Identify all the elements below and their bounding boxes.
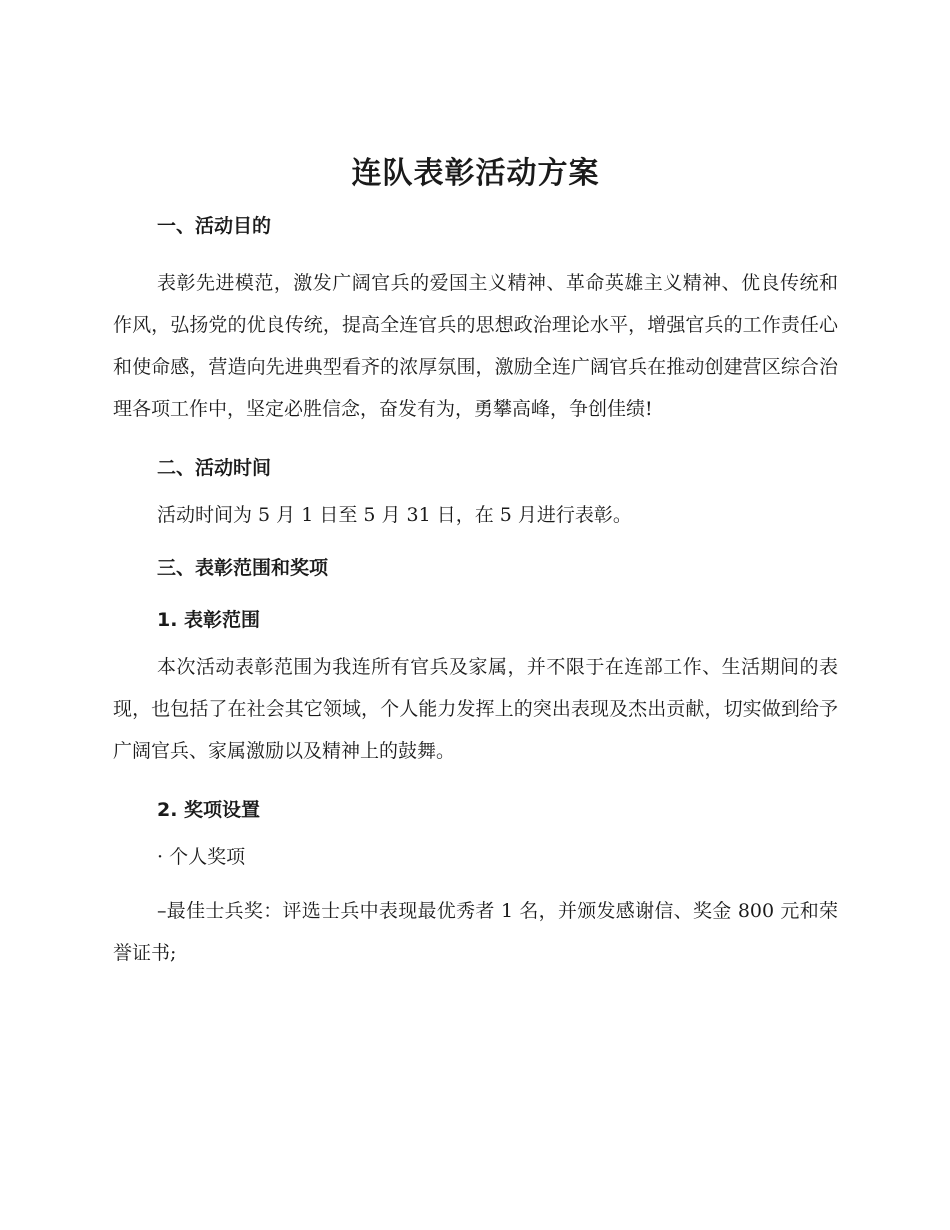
subsection-heading-awards: 2. 奖项设置 [157, 799, 261, 821]
document-title: 连队表彰活动方案 [351, 156, 600, 191]
section-body-purpose: 表彰先进模范，激发广阔官兵的爱国主义精神、革命英雄主义精神、优良传统和作风，弘扬党的优良传统，提高全连官兵的思想政治理论水平，增强官兵的工作责任心和使命感，营造向先进典型看齐的浓厚氛围，激励全连广阔官兵在推动创建营区综合治理各项工作中，坚定必胜信念，奋发有为，勇攀高峰，争创佳绩! [113, 272, 838, 420]
subsection-body-scope: 本次活动表彰范围为我连所有官兵及家属，并不限于在连部工作、生活期间的表现，也包括了在社会其它领域，个人能力发挥上的突出表现及杰出贡献，切实做到给予广阔官兵、家属激励以及精神上的鼓舞。 [113, 656, 838, 762]
section-heading-purpose: 一、活动目的 [157, 215, 272, 237]
section-body-time: 活动时间为 5 月 1 日至 5 月 31 日，在 5 月进行表彰。 [157, 504, 632, 526]
list-item-bullet-individual: · 个人奖项 [157, 846, 246, 868]
section-heading-time: 二、活动时间 [157, 457, 272, 479]
document-content [113, 150, 838, 974]
section-heading-scope-awards: 三、表彰范围和奖项 [157, 557, 329, 579]
subsection-heading-scope: 1. 表彰范围 [157, 609, 261, 631]
list-item-best-soldier: –最佳士兵奖：评选士兵中表现最优秀者 1 名，并颁发感谢信、奖金 800 元和荣誉证书; [113, 900, 838, 964]
